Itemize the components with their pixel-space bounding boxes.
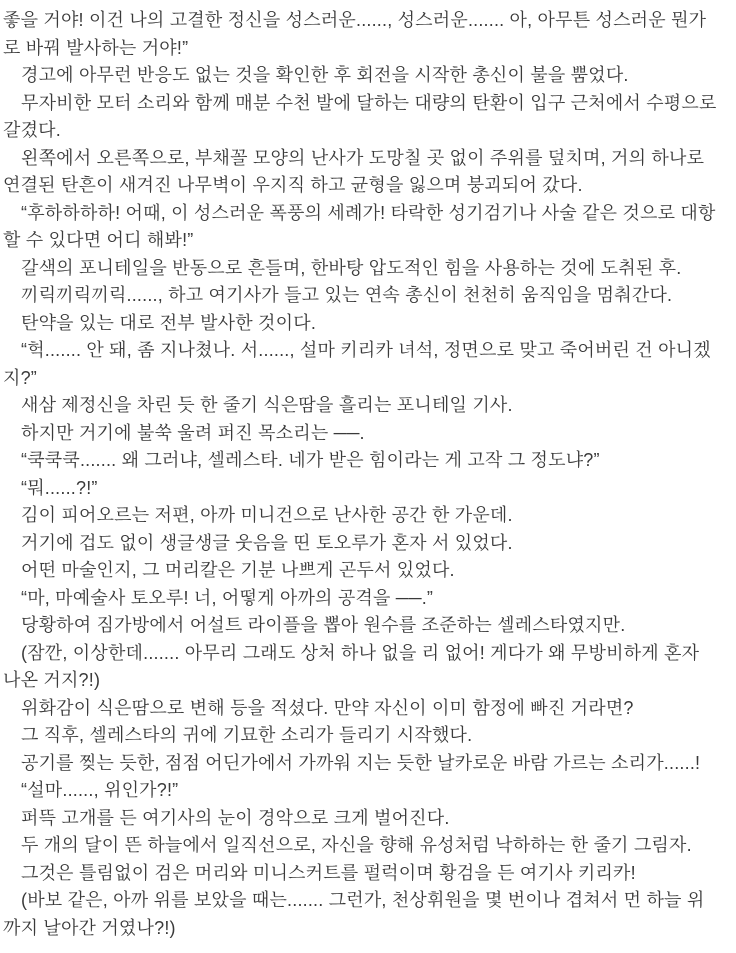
text-line: 할 수 있다면 어디 해봐!” <box>3 230 194 250</box>
text-line: 퍼뜩 고개를 든 여기사의 눈이 경악으로 크게 벌어진다. <box>21 807 450 828</box>
text-line: 탄약을 있는 대로 전부 발사한 것이다. <box>21 312 317 333</box>
page-text <box>3 7 736 942</box>
text-line: 하지만 거기에 불쑥 울려 퍼진 목소리는 ──. <box>21 422 365 443</box>
text-line: (바보 같은, 아까 위를 보았을 때는....... 그런가, 천상휘원을 몇 번이나 겹쳐서 먼 하늘 위 <box>21 890 705 910</box>
text-line: 연결된 탄흔이 새겨진 나무벽이 우지직 하고 균형을 잃으며 붕괴되어 갔다. <box>3 175 583 195</box>
text-line: 그 직후, 셀레스타의 귀에 기묘한 소리가 들리기 시작했다. <box>21 725 473 745</box>
text-line: 거기에 겁도 없이 생글생글 웃음을 띤 토오루가 혼자 서 있었다. <box>21 532 513 553</box>
text-line: 위화감이 식은땀으로 변해 등을 적셨다. 만약 자신이 이미 함정에 빠진 거라면? <box>21 697 634 718</box>
text-line: 어떤 마술인지, 그 머리칼은 기분 나쁘게 곤두서 있었다. <box>21 560 455 580</box>
text-line: 김이 피어오르는 저편, 아까 미니건으로 난사한 공간 한 가운데. <box>21 505 513 525</box>
text-line: 두 개의 달이 뜬 하늘에서 일직선으로, 자신을 향해 유성처럼 낙하하는 한 줄기 그림자. <box>21 835 692 855</box>
text-line: 지?” <box>3 367 37 388</box>
text-line: 그것은 틀림없이 검은 머리와 미니스커트를 펄럭이며 황검을 든 여기사 키리카! <box>21 862 636 883</box>
text-line: “쿡쿡쿡....... 왜 그러냐, 셀레스타. 네가 받은 힘이라는 게 고작 그 정도냐?” <box>21 450 600 470</box>
text-line: “마, 마예술사 토오루! 너, 어떻게 아까의 공격을 ──.” <box>21 587 434 608</box>
text-line: 새삼 제정신을 차린 듯 한 줄기 식은땀을 흘리는 포니테일 기사. <box>21 395 513 415</box>
text-line: 왼쪽에서 오른쪽으로, 부채꼴 모양의 난사가 도망칠 곳 없이 주위를 덮치며, 거의 하나로 <box>21 147 705 168</box>
text-line: “후하하하하! 어때, 이 성스러운 폭풍의 세례가! 타락한 성기검기나 사술 같은 것으로 대항 <box>21 202 716 223</box>
text-line: 까지 날아간 거였나?!) <box>3 917 176 938</box>
text-line: 나온 거지?!) <box>3 670 101 690</box>
text-line: 좋을 거야! 이건 나의 고결한 정신을 성스러운......, 성스러운....... 아, 아무튼 성스러운 뭔가 <box>3 10 707 30</box>
text-line: “설마......, 위인가?!” <box>21 780 179 800</box>
text-line: “헉....... 안 돼, 좀 지나쳤나. 서......, 설마 키리카 녀석, 정면으로 맞고 죽어버린 건 아니겠 <box>21 340 711 360</box>
text-line: 갈색의 포니테일을 반동으로 흔들며, 한바탕 압도적인 힘을 사용하는 것에 도취된 후. <box>21 257 682 278</box>
text-line: “뭐......?!” <box>21 477 98 498</box>
text-line: 로 바꿔 발사하는 거야!” <box>3 37 189 58</box>
text-line: 갈겼다. <box>3 120 61 140</box>
text-line: 무자비한 모터 소리와 함께 매분 수천 발에 달하는 대량의 탄환이 입구 근처에서 수평으로 <box>21 92 717 113</box>
text-line: 끼릭끼릭끼릭......, 하고 여기사가 들고 있는 연속 총신이 천천히 움직임을 멈춰간다. <box>21 285 673 305</box>
text-line: 경고에 아무런 반응도 없는 것을 확인한 후 회전을 시작한 총신이 불을 뿜었다. <box>21 65 629 85</box>
text-line: (잠깐, 이상한데....... 아무리 그래도 상처 하나 없을 리 없어! 게다가 왜 무방비하게 혼자 <box>21 642 700 663</box>
text-line: 공기를 찢는 듯한, 점점 어딘가에서 가까워 지는 듯한 날카로운 바람 가르는 소리가......! <box>21 752 701 773</box>
text-line: 당황하여 짐가방에서 어설트 라이플을 뽑아 원수를 조준하는 셀레스타였지만. <box>21 615 626 635</box>
